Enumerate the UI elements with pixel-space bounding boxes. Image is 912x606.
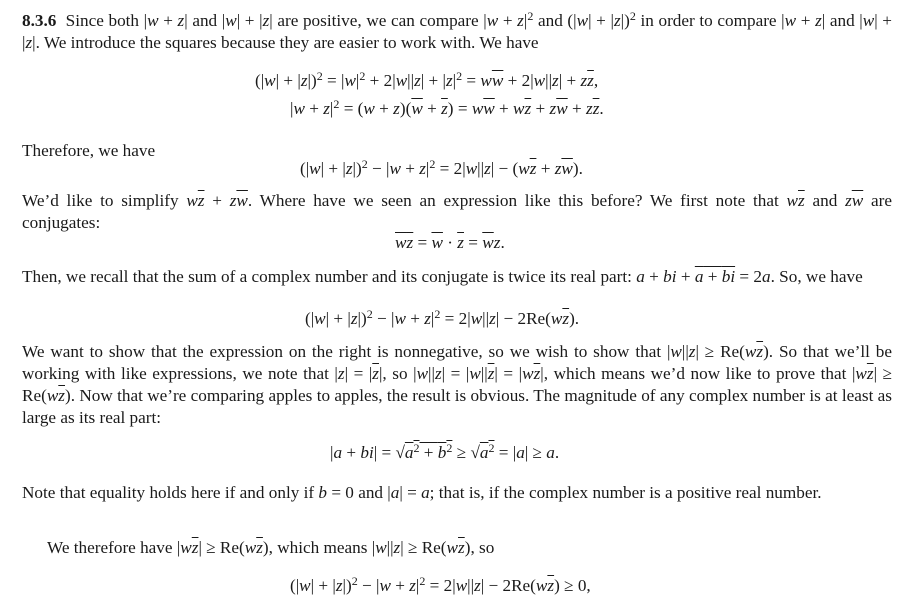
- conjugate-paragraph: We’d like to simplify $w\overline{z} + z\overline{w}$. Where have we seen an expression like this before? We first note that $w\overline{z}$ and $z\overline{w}$ are conjugates:: [22, 191, 892, 233]
- conclusion-paragraph: We therefore have $|w\overline{z}| \ge Re(w\overline{z})$, which means $|w||z| \ge Re(w\overline{z})$, so: [47, 538, 495, 557]
- equation-difference: $(|w| + |z|)^2 - |w + z|^2 = 2|w||z| - (w\overline{z} + z\overline{w})$.: [300, 156, 583, 178]
- real-part-paragraph: Then, we recall that the sum of a complex number and its conjugate is twice its real part: a + bi + a + bi = 2a. So, we have: [22, 267, 863, 286]
- intro-paragraph: 8.3.6 Since both |w + z| and |w| + |z| are positive, we can compare $|w + z|^2$ and $(|w| + |z|)^2$ in order to compare |w + z| and |w| + |z|. We introduce the squares because they are easier to work with. We have: [22, 8, 892, 53]
- equation-square-of-sum: $(|w| + |z|)^2 = |w|^2 + 2|w||z| + |z|^2 = w\overline{w} + 2|w||z| + z\overline{z}$,: [255, 68, 599, 90]
- equation-conjugate: wz = $\overline{w} \cdot z = \overline{w}z$.: [395, 233, 505, 252]
- problem-number: 8.3.6: [22, 11, 57, 30]
- nonnegative-paragraph: We want to show that the expression on the right is nonnegative, so we wish to show that $|w||z| \ge Re(w\overline{z})$. So that we’ll be working with like expressions, we note that $|z| = |\overline{z}|$, so $|w||z| = |w||\overline{z}| = |w\overline{z}|$, which means we’d now like to prove that $|w\overline{z}| \ge Re(w\overline{z})$. Now that we’re comparing apples to apples, the result is obvious. The magnitude of any complex number is at least as large as its real part:: [22, 342, 893, 428]
- equation-magnitude: $|a + bi| = √a^2 + b^2 \ge √a^2 = |a| \ge a$.: [330, 440, 560, 462]
- equation-final: $(|w| + |z|)^2 - |w + z|^2 = 2|w||z| - 2Re(w\overline{z}) \ge 0$,: [290, 573, 591, 595]
- equation-difference-real: $(|w| + |z|)^2 - |w + z|^2 = 2|w||z| - 2Re(w\overline{z})$.: [305, 306, 580, 328]
- equality-paragraph: Note that equality holds here if and only if b = 0 and |a| = a; that is, if the complex number is a positive real number.: [22, 483, 822, 502]
- therefore-text: Therefore, we have: [22, 141, 156, 160]
- equation-square-of-modulus: $|w + z|^2 = (w + z)(\overline{w} + \overline{z}) = w\overline{w} + w\overline{z} + z\overline{w} + z\overline{z}$.: [290, 96, 604, 118]
